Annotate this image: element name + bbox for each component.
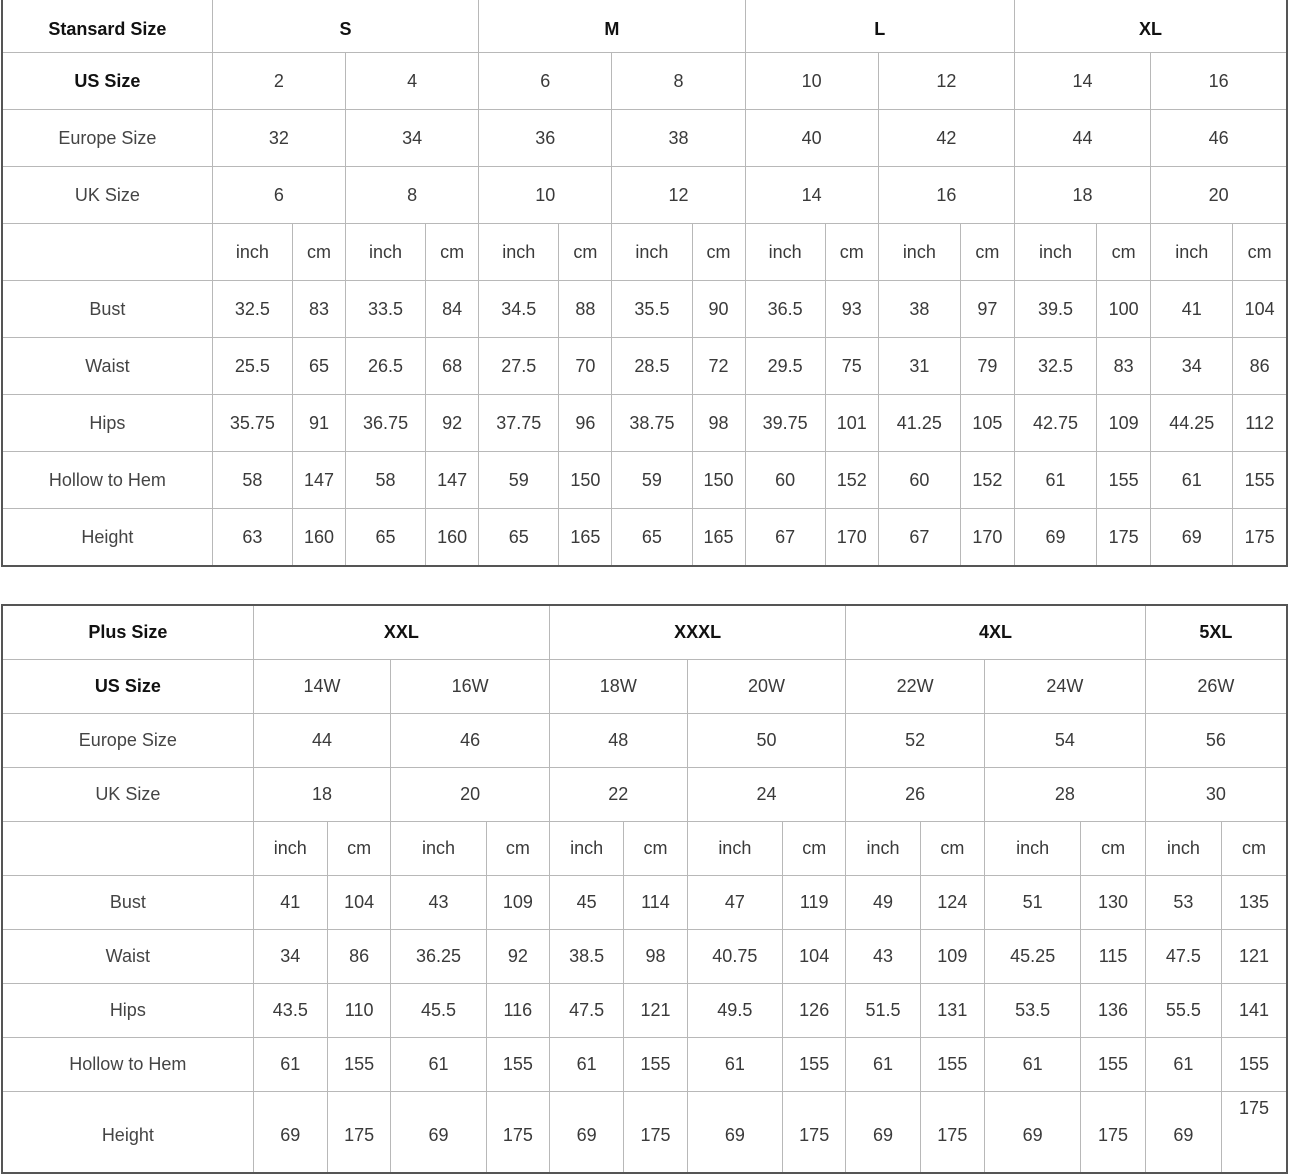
europe-size-cell: 34 — [346, 110, 479, 167]
measurement-cell: 112 — [1233, 395, 1287, 452]
measurement-cell: 32.5 — [212, 281, 292, 338]
measurement-cell: 91 — [292, 395, 345, 452]
measurement-cell: 32.5 — [1014, 338, 1096, 395]
measurement-cell: 141 — [1222, 984, 1287, 1038]
europe-size-cell: 42 — [878, 110, 1014, 167]
measurement-cell: 41.25 — [878, 395, 960, 452]
measurement-cell: 92 — [426, 395, 479, 452]
measurement-cell: 104 — [327, 876, 390, 930]
measurement-cell: 90 — [692, 281, 745, 338]
europe-size-cell: 44 — [1014, 110, 1150, 167]
us-size-cell: 22W — [846, 660, 985, 714]
measurement-label: Bust — [2, 281, 212, 338]
unit-row — [2, 822, 1287, 876]
measurement-cell: 35.5 — [612, 281, 692, 338]
measurement-cell: 116 — [486, 984, 549, 1038]
uk-size-cell: 6 — [212, 167, 345, 224]
measurement-cell: 86 — [327, 930, 390, 984]
measurement-cell: 36.75 — [346, 395, 426, 452]
measurement-cell: 160 — [426, 509, 479, 567]
size-group-m: M — [479, 0, 745, 53]
measurement-cell: 59 — [479, 452, 559, 509]
measurement-cell: 61 — [846, 1038, 920, 1092]
us-size-cell: 18W — [550, 660, 688, 714]
unit-cell: cm — [960, 224, 1014, 281]
measurement-cell: 69 — [550, 1092, 624, 1174]
measurement-row — [2, 1038, 1287, 1092]
measurement-cell: 53 — [1145, 876, 1221, 930]
measurement-cell: 69 — [1145, 1092, 1221, 1174]
measurement-row — [2, 930, 1287, 984]
unit-cell: cm — [920, 822, 984, 876]
measurement-cell: 104 — [1233, 281, 1287, 338]
measurement-cell: 55.5 — [1145, 984, 1221, 1038]
us-size-cell: 16 — [1151, 53, 1287, 110]
measurement-cell: 45.5 — [391, 984, 486, 1038]
measurement-cell: 100 — [1097, 281, 1151, 338]
size-group-4xl: 4XL — [846, 605, 1145, 660]
measurement-label: Hollow to Hem — [2, 452, 212, 509]
measurement-cell: 34.5 — [479, 281, 559, 338]
uk-size-cell: 12 — [612, 167, 745, 224]
unit-cell: cm — [692, 224, 745, 281]
measurement-cell: 61 — [1145, 1038, 1221, 1092]
measurement-cell: 58 — [346, 452, 426, 509]
measurement-cell: 51 — [984, 876, 1080, 930]
measurement-cell: 38.5 — [550, 930, 624, 984]
us-size-cell: 14W — [253, 660, 391, 714]
measurement-cell: 75 — [825, 338, 878, 395]
measurement-cell: 165 — [559, 509, 612, 567]
measurement-cell: 28.5 — [612, 338, 692, 395]
measurement-cell: 38.75 — [612, 395, 692, 452]
measurement-row — [2, 984, 1287, 1038]
unit-cell: inch — [253, 822, 327, 876]
measurement-cell: 72 — [692, 338, 745, 395]
measurement-cell: 136 — [1081, 984, 1145, 1038]
measurement-cell: 68 — [426, 338, 479, 395]
us-size-cell: 14 — [1014, 53, 1150, 110]
measurement-cell: 175 — [783, 1092, 846, 1174]
unit-cell: inch — [984, 822, 1080, 876]
measurement-cell: 152 — [960, 452, 1014, 509]
measurement-cell: 49 — [846, 876, 920, 930]
measurement-cell: 83 — [292, 281, 345, 338]
measurement-cell: 70 — [559, 338, 612, 395]
unit-cell: cm — [1233, 224, 1287, 281]
unit-cell: inch — [391, 822, 486, 876]
us-size-cell: 4 — [346, 53, 479, 110]
europe-size-row — [2, 110, 1287, 167]
unit-cell: inch — [612, 224, 692, 281]
measurement-cell: 155 — [327, 1038, 390, 1092]
unit-cell: cm — [426, 224, 479, 281]
measurement-cell: 175 — [327, 1092, 390, 1174]
measurement-cell: 37.75 — [479, 395, 559, 452]
measurement-cell: 49.5 — [687, 984, 782, 1038]
measurement-cell: 36.25 — [391, 930, 486, 984]
measurement-cell: 61 — [253, 1038, 327, 1092]
measurement-cell: 39.5 — [1014, 281, 1096, 338]
us-size-label: US Size — [2, 660, 253, 714]
europe-size-cell: 54 — [984, 714, 1145, 768]
measurement-label: Height — [2, 509, 212, 567]
us-size-cell: 16W — [391, 660, 550, 714]
measurement-label: Waist — [2, 338, 212, 395]
unit-cell: inch — [1151, 224, 1233, 281]
size-group-xl: XL — [1014, 0, 1287, 53]
measurement-row — [2, 876, 1287, 930]
measurement-cell: 155 — [783, 1038, 846, 1092]
size-group-header-row — [2, 605, 1287, 660]
measurement-cell: 25.5 — [212, 338, 292, 395]
measurement-cell: 36.5 — [745, 281, 825, 338]
measurement-cell: 69 — [846, 1092, 920, 1174]
measurement-cell: 86 — [1233, 338, 1287, 395]
measurement-cell: 110 — [327, 984, 390, 1038]
measurement-cell: 65 — [479, 509, 559, 567]
measurement-cell: 47 — [687, 876, 782, 930]
measurement-cell: 155 — [624, 1038, 687, 1092]
measurement-cell: 47.5 — [1145, 930, 1221, 984]
unit-cell: inch — [846, 822, 920, 876]
measurement-cell: 170 — [825, 509, 878, 567]
measurement-cell: 61 — [1014, 452, 1096, 509]
size-group-xxxl: XXXL — [550, 605, 846, 660]
measurement-cell: 130 — [1081, 876, 1145, 930]
measurement-cell: 27.5 — [479, 338, 559, 395]
measurement-cell: 147 — [426, 452, 479, 509]
measurement-cell: 150 — [559, 452, 612, 509]
measurement-cell: 69 — [984, 1092, 1080, 1174]
measurement-cell: 96 — [559, 395, 612, 452]
europe-size-cell: 46 — [391, 714, 550, 768]
measurement-row — [2, 1092, 1287, 1174]
measurement-cell: 175 — [1081, 1092, 1145, 1174]
measurement-cell: 69 — [1014, 509, 1096, 567]
measurement-cell: 61 — [550, 1038, 624, 1092]
measurement-row — [2, 338, 1287, 395]
measurement-cell: 41 — [253, 876, 327, 930]
measurement-cell: 34 — [1151, 338, 1233, 395]
measurement-cell: 43.5 — [253, 984, 327, 1038]
measurement-cell: 109 — [1097, 395, 1151, 452]
unit-cell: inch — [878, 224, 960, 281]
unit-cell: inch — [479, 224, 559, 281]
unit-cell: cm — [486, 822, 549, 876]
measurement-label: Waist — [2, 930, 253, 984]
us-size-cell: 20W — [687, 660, 846, 714]
uk-size-cell: 28 — [984, 768, 1145, 822]
unit-cell: inch — [1014, 224, 1096, 281]
measurement-cell: 63 — [212, 509, 292, 567]
uk-size-label: UK Size — [2, 768, 253, 822]
measurement-cell: 160 — [292, 509, 345, 567]
measurement-cell: 155 — [1222, 1038, 1287, 1092]
measurement-cell: 69 — [687, 1092, 782, 1174]
unit-cell: cm — [1097, 224, 1151, 281]
measurement-cell: 79 — [960, 338, 1014, 395]
europe-size-cell: 40 — [745, 110, 878, 167]
us-size-row — [2, 53, 1287, 110]
measurement-cell: 175 — [486, 1092, 549, 1174]
uk-size-cell: 8 — [346, 167, 479, 224]
uk-size-cell: 20 — [391, 768, 550, 822]
measurement-cell: 92 — [486, 930, 549, 984]
unit-cell: cm — [1222, 822, 1287, 876]
measurement-cell: 101 — [825, 395, 878, 452]
measurement-cell: 109 — [920, 930, 984, 984]
measurement-cell: 84 — [426, 281, 479, 338]
europe-size-cell: 46 — [1151, 110, 1287, 167]
unit-cell: inch — [745, 224, 825, 281]
measurement-cell: 105 — [960, 395, 1014, 452]
measurement-cell: 155 — [1081, 1038, 1145, 1092]
uk-size-row — [2, 768, 1287, 822]
us-size-cell: 26W — [1145, 660, 1287, 714]
measurement-label: Hips — [2, 984, 253, 1038]
measurement-cell: 104 — [783, 930, 846, 984]
measurement-cell: 135 — [1222, 876, 1287, 930]
size-group-xxl: XXL — [253, 605, 549, 660]
unit-cell: cm — [327, 822, 390, 876]
measurement-cell: 45 — [550, 876, 624, 930]
measurement-cell: 155 — [1097, 452, 1151, 509]
measurement-row — [2, 395, 1287, 452]
us-size-cell: 24W — [984, 660, 1145, 714]
us-size-cell: 2 — [212, 53, 345, 110]
measurement-cell: 42.75 — [1014, 395, 1096, 452]
unit-cell: inch — [212, 224, 292, 281]
measurement-cell: 61 — [391, 1038, 486, 1092]
uk-size-row — [2, 167, 1287, 224]
measurement-cell: 26.5 — [346, 338, 426, 395]
europe-size-cell: 56 — [1145, 714, 1287, 768]
unit-row-label-empty — [2, 224, 212, 281]
measurement-cell: 115 — [1081, 930, 1145, 984]
measurement-cell: 150 — [692, 452, 745, 509]
unit-cell: cm — [1081, 822, 1145, 876]
us-size-cell: 6 — [479, 53, 612, 110]
uk-size-cell: 22 — [550, 768, 688, 822]
measurement-cell: 35.75 — [212, 395, 292, 452]
unit-row-label-empty — [2, 822, 253, 876]
uk-size-label: UK Size — [2, 167, 212, 224]
europe-size-cell: 48 — [550, 714, 688, 768]
measurement-cell: 69 — [253, 1092, 327, 1174]
measurement-row — [2, 509, 1287, 567]
measurement-cell: 31 — [878, 338, 960, 395]
measurement-cell: 69 — [391, 1092, 486, 1174]
measurement-cell: 165 — [692, 509, 745, 567]
measurement-cell: 175 — [920, 1092, 984, 1174]
measurement-cell: 65 — [612, 509, 692, 567]
us-size-label: US Size — [2, 53, 212, 110]
measurement-cell: 34 — [253, 930, 327, 984]
measurement-cell: 67 — [878, 509, 960, 567]
standard-size-label: Stansard Size — [2, 0, 212, 53]
measurement-cell: 44.25 — [1151, 395, 1233, 452]
measurement-row — [2, 452, 1287, 509]
europe-size-label: Europe Size — [2, 110, 212, 167]
uk-size-cell: 18 — [253, 768, 391, 822]
measurement-cell: 69 — [1151, 509, 1233, 567]
europe-size-cell: 50 — [687, 714, 846, 768]
measurement-cell: 152 — [825, 452, 878, 509]
measurement-row — [2, 281, 1287, 338]
plus-size-table — [1, 604, 1288, 1174]
measurement-cell: 33.5 — [346, 281, 426, 338]
measurement-cell: 97 — [960, 281, 1014, 338]
measurement-cell: 109 — [486, 876, 549, 930]
measurement-cell: 40.75 — [687, 930, 782, 984]
measurement-cell: 65 — [292, 338, 345, 395]
uk-size-cell: 14 — [745, 167, 878, 224]
measurement-cell: 53.5 — [984, 984, 1080, 1038]
measurement-cell: 175 — [1097, 509, 1151, 567]
measurement-cell: 155 — [486, 1038, 549, 1092]
measurement-cell: 41 — [1151, 281, 1233, 338]
uk-size-cell: 24 — [687, 768, 846, 822]
measurement-cell: 155 — [1233, 452, 1287, 509]
measurement-cell: 61 — [1151, 452, 1233, 509]
measurement-cell: 51.5 — [846, 984, 920, 1038]
europe-size-cell: 44 — [253, 714, 391, 768]
measurement-cell: 124 — [920, 876, 984, 930]
measurement-cell: 131 — [920, 984, 984, 1038]
unit-cell: inch — [1145, 822, 1221, 876]
measurement-cell: 175 — [1222, 1092, 1287, 1174]
measurement-cell: 43 — [846, 930, 920, 984]
measurement-cell: 175 — [624, 1092, 687, 1174]
measurement-cell: 59 — [612, 452, 692, 509]
measurement-cell: 45.25 — [984, 930, 1080, 984]
uk-size-cell: 16 — [878, 167, 1014, 224]
measurement-cell: 39.75 — [745, 395, 825, 452]
size-group-l: L — [745, 0, 1014, 53]
europe-size-cell: 32 — [212, 110, 345, 167]
measurement-cell: 98 — [624, 930, 687, 984]
measurement-cell: 38 — [878, 281, 960, 338]
measurement-cell: 61 — [687, 1038, 782, 1092]
unit-row — [2, 224, 1287, 281]
uk-size-cell: 18 — [1014, 167, 1150, 224]
measurement-cell: 47.5 — [550, 984, 624, 1038]
measurement-label: Height — [2, 1092, 253, 1174]
europe-size-label: Europe Size — [2, 714, 253, 768]
measurement-cell: 83 — [1097, 338, 1151, 395]
europe-size-row — [2, 714, 1287, 768]
measurement-cell: 93 — [825, 281, 878, 338]
us-size-cell: 8 — [612, 53, 745, 110]
standard-size-table — [1, 0, 1288, 567]
plus-size-label: Plus Size — [2, 605, 253, 660]
measurement-cell: 121 — [624, 984, 687, 1038]
unit-cell: cm — [559, 224, 612, 281]
measurement-label: Hips — [2, 395, 212, 452]
unit-cell: inch — [346, 224, 426, 281]
unit-cell: cm — [783, 822, 846, 876]
europe-size-cell: 52 — [846, 714, 985, 768]
uk-size-cell: 10 — [479, 167, 612, 224]
measurement-label: Hollow to Hem — [2, 1038, 253, 1092]
size-group-header-row — [2, 0, 1287, 53]
measurement-cell: 67 — [745, 509, 825, 567]
europe-size-cell: 36 — [479, 110, 612, 167]
measurement-cell: 60 — [745, 452, 825, 509]
measurement-cell: 61 — [984, 1038, 1080, 1092]
measurement-cell: 175 — [1233, 509, 1287, 567]
measurement-label: Bust — [2, 876, 253, 930]
measurement-cell: 170 — [960, 509, 1014, 567]
measurement-cell: 155 — [920, 1038, 984, 1092]
measurement-cell: 65 — [346, 509, 426, 567]
us-size-row — [2, 660, 1287, 714]
uk-size-cell: 26 — [846, 768, 985, 822]
measurement-cell: 147 — [292, 452, 345, 509]
unit-cell: cm — [825, 224, 878, 281]
europe-size-cell: 38 — [612, 110, 745, 167]
measurement-cell: 88 — [559, 281, 612, 338]
uk-size-cell: 20 — [1151, 167, 1287, 224]
uk-size-cell: 30 — [1145, 768, 1287, 822]
size-group-5xl: 5XL — [1145, 605, 1287, 660]
unit-cell: cm — [624, 822, 687, 876]
measurement-cell: 121 — [1222, 930, 1287, 984]
measurement-cell: 43 — [391, 876, 486, 930]
measurement-cell: 119 — [783, 876, 846, 930]
measurement-cell: 114 — [624, 876, 687, 930]
us-size-cell: 10 — [745, 53, 878, 110]
measurement-cell: 126 — [783, 984, 846, 1038]
unit-cell: inch — [687, 822, 782, 876]
us-size-cell: 12 — [878, 53, 1014, 110]
size-group-s: S — [212, 0, 478, 53]
measurement-cell: 58 — [212, 452, 292, 509]
measurement-cell: 60 — [878, 452, 960, 509]
measurement-cell: 98 — [692, 395, 745, 452]
measurement-cell: 29.5 — [745, 338, 825, 395]
unit-cell: cm — [292, 224, 345, 281]
unit-cell: inch — [550, 822, 624, 876]
